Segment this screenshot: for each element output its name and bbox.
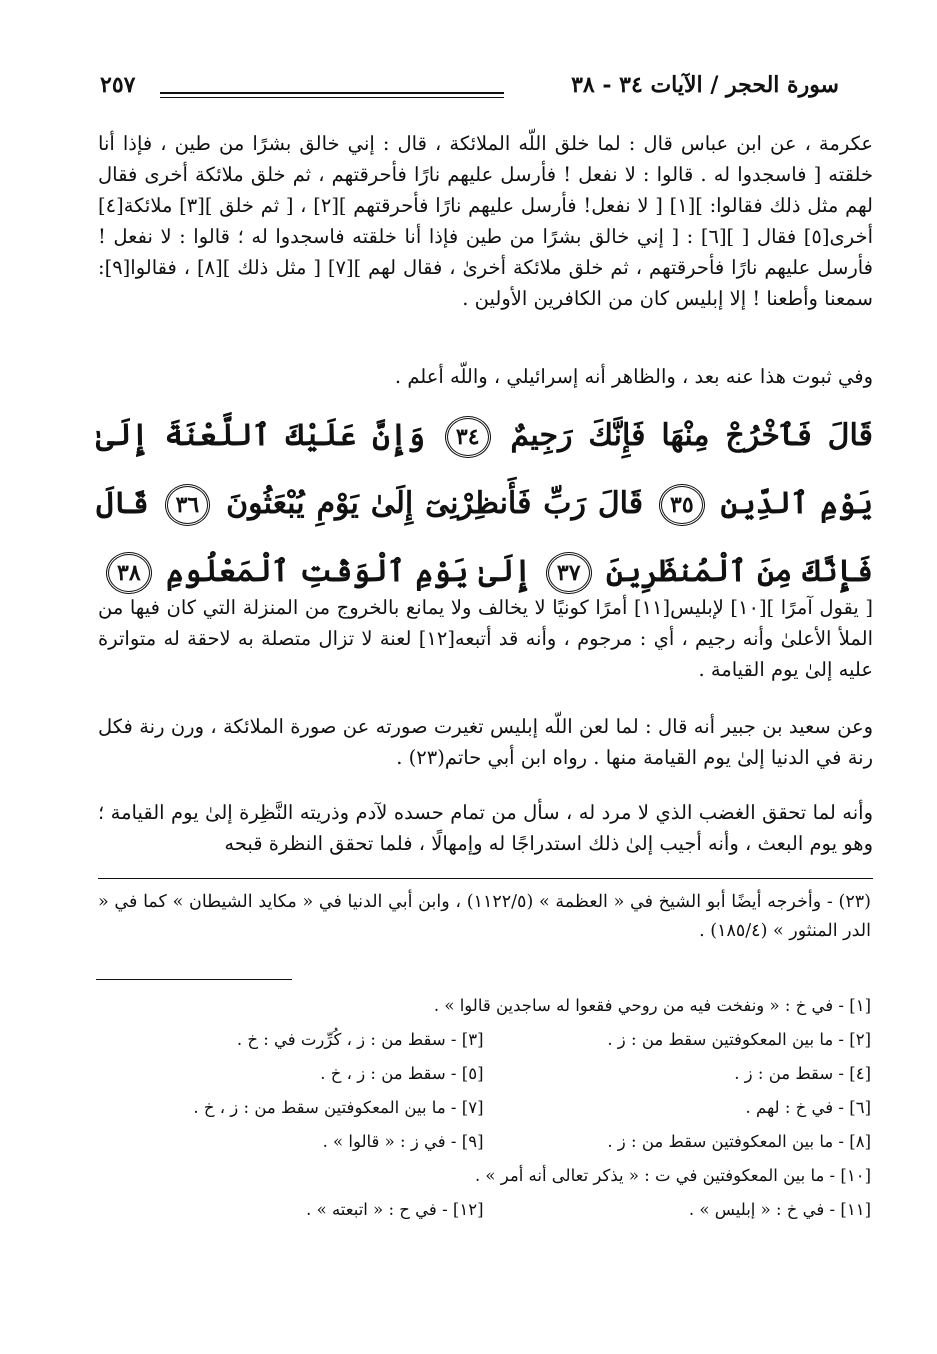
footnote-23: (٢٣) - وأخرجه أيضًا أبو الشيخ في « العظمة » (١١٢٢/٥) ، وابن أبي الدنيا في « مكايد الشيطان » كما في « الدر المنثور » (١٨٥/٤) . xyxy=(98,892,871,941)
verse-number-marker: ٣٤ xyxy=(445,416,491,458)
footnote-separator xyxy=(98,878,873,879)
variant-note: [٦] - في خ : لهم . xyxy=(745,1097,871,1117)
quran-verses xyxy=(96,402,873,606)
paragraph-israiliyyat-note: وفي ثبوت هذا عنه بعد ، والظاهر أنه إسرائيلي ، واللّه أعلم . xyxy=(394,365,873,388)
verse-number-marker: ٣٦ xyxy=(165,484,211,526)
variant-note: [٥] - سقط من : ز ، خ . xyxy=(320,1063,484,1083)
header-rule xyxy=(160,92,504,94)
note-row xyxy=(96,1056,871,1090)
verse-segment: قَالَ فَٱخْرُجْ مِنْهَا فَإِنَّكَ رَجِيمٌ xyxy=(510,418,873,453)
running-header xyxy=(100,70,839,110)
note-row xyxy=(96,1124,871,1158)
note-row xyxy=(96,988,871,1022)
verse-segment: إِلَىٰ يَوْمِ ٱلْوَقْتِ ٱلْمَعْلُومِ xyxy=(166,554,532,589)
variant-note: [١١] - في خ : « إبليس » . xyxy=(688,1199,871,1219)
variant-note: [٢] - ما بين المعكوفتين سقط من : ز . xyxy=(607,1029,871,1049)
variant-note: [١٠] - ما بين المعكوفتين في ت : « يذكر تعالى أنه أمر » . xyxy=(474,1165,871,1185)
variant-notes xyxy=(96,988,871,1226)
verse-segment: وَإِنَّ عَلَيْكَ ٱللَّعْنَةَ إِلَىٰ يَوْمِ ٱلدِّينِ xyxy=(96,418,874,521)
chapter-title: سورة الحجر / الآيات ٣٤ - ٣٨ xyxy=(571,72,839,98)
verse-segment: قَالَ فَإِنَّكَ مِنَ ٱلْمُنظَرِينَ xyxy=(96,486,873,589)
variant-note: [٧] - ما بين المعكوفتين سقط من : ز ، خ . xyxy=(193,1097,484,1117)
paragraph-ikrimah-narration: عكرمة ، عن ابن عباس قال : لما خلق اللّه الملائكة ، قال : إني خالق بشرًا من طين ، فإذا أنا خلقته [ فاسجدوا له . قالوا : لا نفعل ! فأرسل عليهم نارًا فأحرقتهم ، ثم خلق ملائكة أخرى فقال لهم مثل ذلك فقالوا: ][١] [ لا نفعل! فأرسل عليهم نارًا فأحرقتهم ][٢] ، [ ثم خلق ][٣] ملائكة[٤] أخرى[٥] فقال [ ][٦] : [ إني خالق بشرًا من طين فإذا أنا خلقته فاسجدوا له ؛ قالوا : لا نفعل ! فأرسل عليهم نارًا فأحرقتهم ، ثم خلق ملائكة أخرىٰ ، فقال لهم ][٧] [ مثل ذلك ][٨] ، فقالوا[٩]: سمعنا وأطعنا ! إلا إبليس كان من الكافرين الأولين . xyxy=(98,132,874,310)
variant-note: [٣] - سقط من : ز ، كُرِّرت في : خ . xyxy=(236,1029,484,1049)
variant-notes-separator xyxy=(96,979,292,980)
note-row xyxy=(96,1158,871,1192)
paragraph-iblis-expulsion: [ يقول آمرًا ][١٠] لإبليس[١١] أمرًا كونيًا لا يخالف ولا يمانع بالخروج من المنزلة التي كان فيها من الملأ الأعلىٰ وأنه رجيم ، أي : مرجوم ، وأنه قد أتبعه[١٢] لعنة لا تزال متصلة به لاحقة له متواترة عليه إلىٰ يوم القيامة . xyxy=(98,596,873,681)
note-row xyxy=(96,1192,871,1226)
verse-segment: قَالَ رَبِّ فَأَنظِرْنِىٓ إِلَىٰ يَوْمِ يُبْعَثُونَ xyxy=(226,486,644,521)
variant-note: [١٢] - في ح : « اتبعته » . xyxy=(306,1199,484,1219)
header-rule-thin xyxy=(160,97,504,98)
verse-number-marker: ٣٥ xyxy=(659,484,705,526)
variant-note: [٩] - في ز : « قالوا » . xyxy=(322,1131,484,1151)
paragraph-respite: وأنه لما تحقق الغضب الذي لا مرد له ، سأل من تمام حسده لآدم وذريته النَّظِرة إلىٰ يوم القيامة ؛ وهو يوم البعث ، وأنه أجيب إلىٰ ذلك استدراجًا له وإمهالًا ، فلما تحقق النظرة قبحه xyxy=(98,801,873,855)
note-row xyxy=(96,1090,871,1124)
verse-number-marker: ٣٨ xyxy=(106,552,152,594)
page-number: ٢٥٧ xyxy=(100,72,136,98)
verse-number-marker: ٣٧ xyxy=(546,552,592,594)
paragraph-said-ibn-jubayr: وعن سعيد بن جبير أنه قال : لما لعن اللّه إبليس تغيرت صورته عن صورة الملائكة ، ورن رنة فكل رنة في الدنيا إلىٰ يوم القيامة منها . رواه ابن أبي حاتم(٢٣) . xyxy=(98,715,873,769)
variant-note: [٨] - ما بين المعكوفتين سقط من : ز . xyxy=(607,1131,871,1151)
variant-note: [٤] - سقط من : ز . xyxy=(734,1063,871,1083)
variant-note: [١] - في خ : « ونفخت فيه من روحي فقعوا له ساجدين قالوا » . xyxy=(433,995,871,1015)
note-row xyxy=(96,1022,871,1056)
